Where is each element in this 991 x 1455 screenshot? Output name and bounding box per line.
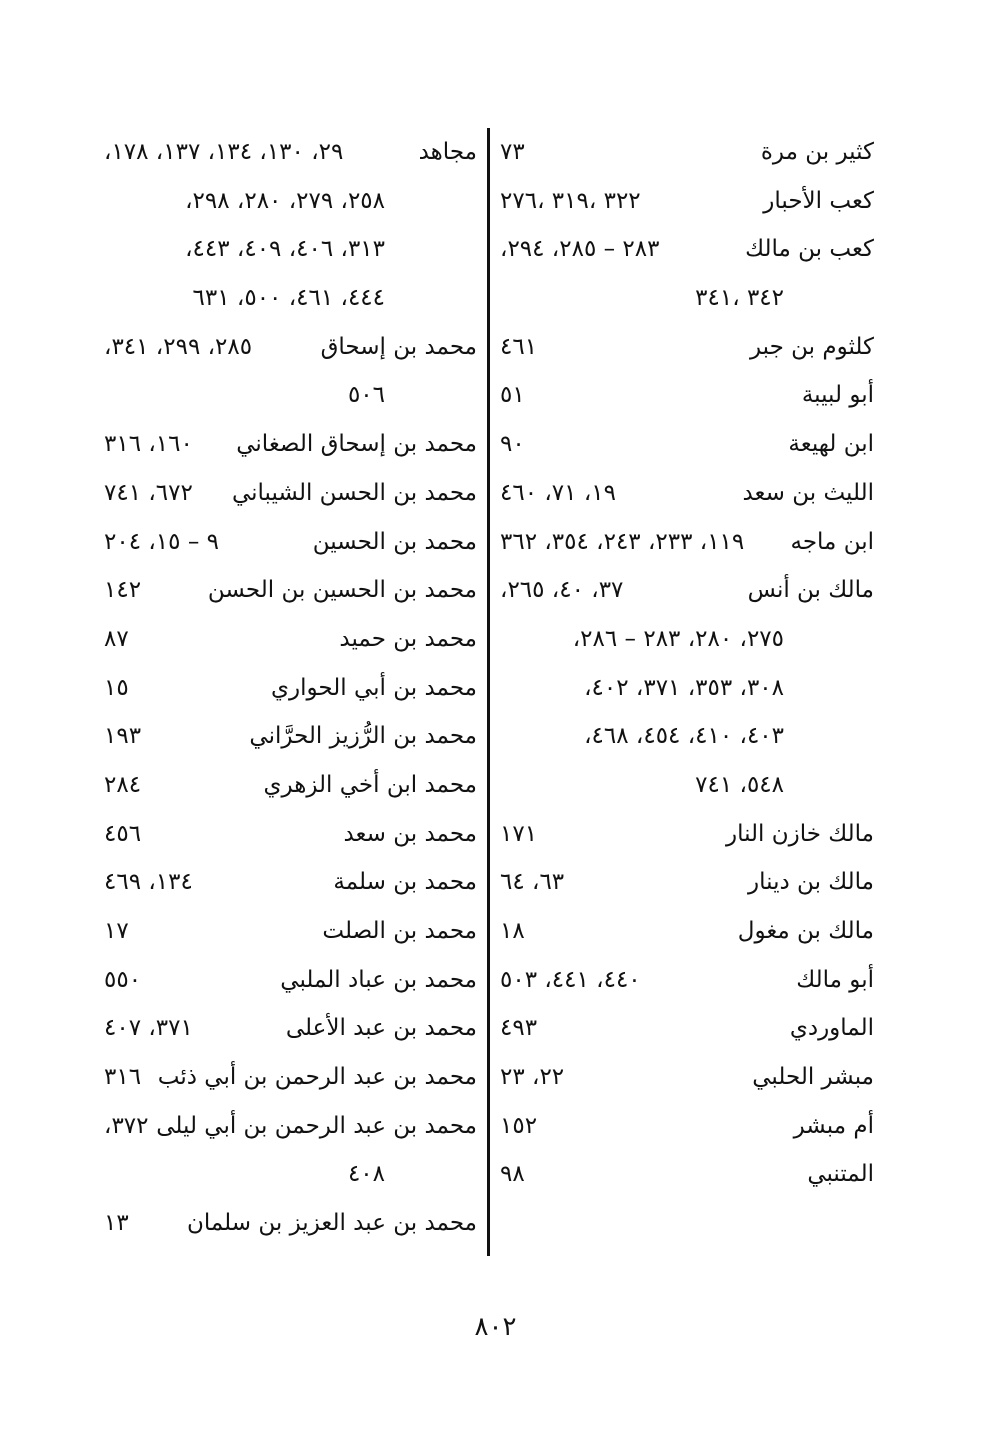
index-entry [496, 469, 880, 518]
entry-name: مالك بن أنس [747, 577, 874, 604]
entry-name: محمد بن حميد [339, 625, 477, 652]
entry-name: محمد بن الحسن الشيباني [231, 479, 477, 506]
entry-name: مجاهد [418, 139, 477, 165]
entry-pages: ٧٣ [500, 139, 525, 165]
entry-name: ابن ماجه [790, 528, 874, 555]
entry-pages: ١٧١ [500, 820, 538, 847]
entry-pages: ٣٠٨، ٣٥٣، ٣٧١، ٤٠٢، [584, 674, 784, 701]
entry-pages: ٣١٦ [104, 1064, 142, 1091]
entry-name: محمد بن إسحاق [320, 333, 477, 360]
entry-pages: ٦٣، ٦٤ [500, 869, 565, 896]
index-entry [100, 420, 483, 469]
index-entry [100, 128, 483, 177]
entry-name: الماوردي [789, 1015, 874, 1042]
entry-pages: ٤٤٤، ٤٦١، ٥٠٠، ٦٣١ [192, 285, 385, 312]
entry-name: مالك بن دينار [748, 869, 874, 896]
left-column [100, 128, 483, 1248]
entry-pages: ٥١ [500, 382, 525, 409]
page-number: ٨٠٢ [474, 1312, 517, 1342]
index-entry [100, 858, 483, 907]
entry-pages: ٤٩٣ [500, 1015, 538, 1042]
entry-pages: ١٩، ٧١، ٤٦٠ [500, 479, 616, 506]
entry-pages: ٣٧، ٤٠، ٢٦٥، [500, 577, 624, 604]
entry-pages: ٣٧١، ٤٠٧ [104, 1015, 193, 1042]
entry-pages: ١١٩، ٢٣٣، ٢٤٣، ٣٥٤، ٣٦٢ [500, 528, 745, 555]
index-entry [496, 274, 880, 323]
index-entry [496, 323, 880, 372]
entry-pages: ٤٦١ [500, 333, 538, 360]
entry-pages: ١٨ [500, 918, 525, 944]
index-entry [100, 761, 483, 810]
index-entry [100, 956, 483, 1005]
entry-pages: ٢٨٥، ٢٩٩، ٣٤١، [104, 333, 253, 360]
entry-pages: ٢٢، ٢٣ [500, 1064, 565, 1091]
entry-pages: ٤٠٨ [347, 1161, 385, 1188]
entry-pages: ١٦٠، ٣١٦ [104, 431, 193, 458]
entry-name: كثير بن مرة [760, 139, 874, 165]
entry-name: كعب بن مالك [745, 236, 874, 263]
entry-name: محمد بن عبد العزيز بن سلمان [186, 1210, 477, 1237]
entry-pages: ٢٨٣ – ٢٨٥، ٢٩٤، [500, 236, 660, 263]
index-entry [496, 810, 880, 859]
index-entry [100, 518, 483, 567]
entry-pages: ٥٤٨، ٧٤١ [695, 771, 784, 798]
entry-name: محمد بن الصلت [322, 918, 477, 944]
index-entry [100, 1199, 483, 1248]
entry-pages: ٨٧ [104, 625, 129, 652]
index-entry [100, 323, 483, 372]
index-entry [496, 128, 880, 177]
index-entry [496, 858, 880, 907]
entry-name: محمد ابن أخي الزهري [263, 771, 477, 798]
index-entry [100, 1102, 483, 1151]
entry-name: محمد بن الرُّزيز الحرَّاني [249, 723, 477, 750]
entry-name: مبشر الحلبي [752, 1064, 874, 1091]
index-entry [100, 615, 483, 664]
entry-pages: ٤٤٠، ٤٤١، ٥٠٣ [500, 966, 641, 993]
index-entry [100, 810, 483, 859]
entry-pages: ٤٠٣، ٤١٠، ٤٥٤، ٤٦٨، [584, 723, 784, 750]
entry-pages: ١٥٢ [500, 1112, 538, 1139]
entry-name: محمد بن الحسين [312, 528, 477, 555]
index-entry [100, 1053, 483, 1102]
entry-name: أم مبشر [793, 1112, 874, 1139]
entry-pages: ٣١٣، ٤٠٦، ٤٠٩، ٤٤٣، [185, 236, 385, 263]
index-entry [496, 664, 880, 713]
entry-pages: ٤٥٦ [104, 820, 142, 847]
entry-name: مالك بن مغول [737, 918, 874, 944]
index-entry [100, 225, 483, 274]
entry-name: محمد بن أبي الحواري [271, 674, 477, 701]
index-entry [496, 420, 880, 469]
entry-pages: ١٧ [104, 918, 129, 944]
entry-name: ابن لهيعة [788, 431, 874, 458]
entry-name: محمد بن عباد الملبي [280, 966, 477, 993]
entry-name: المتنبي [807, 1161, 874, 1188]
right-column [496, 128, 880, 1199]
entry-pages: ١٩٣ [104, 723, 142, 750]
entry-name: محمد بن الحسين بن الحسن [207, 577, 477, 604]
index-entry [100, 907, 483, 956]
entry-name: مالك خازن النار [725, 820, 874, 847]
index-entry [496, 1102, 880, 1151]
entry-pages: ٢٥٨، ٢٧٩، ٢٨٠، ٢٩٨، [185, 187, 385, 214]
entry-pages: ٣٤٢ ،٣٤١ [695, 285, 784, 312]
entry-name: كعب الأحبار [763, 187, 874, 214]
entry-name: محمد بن سعد [343, 820, 477, 847]
entry-pages: ٢٨٤ [104, 771, 142, 798]
index-entry [100, 1150, 483, 1199]
entry-pages: ٦٧٢، ٧٤١ [104, 479, 193, 506]
index-entry [100, 177, 483, 226]
index-entry [496, 1004, 880, 1053]
entry-name: أبو مالك [796, 966, 874, 993]
entry-pages: ٥٠٦ [347, 382, 385, 409]
index-entry [100, 469, 483, 518]
entry-pages: ٩٨ [500, 1161, 525, 1188]
entry-pages: ٩ – ١٥، ٢٠٤ [104, 528, 219, 555]
entry-name: محمد بن عبد الرحمن بن أبي ذئب [157, 1064, 477, 1091]
entry-pages: ٣٢٢ ،٣١٩ ،٢٧٦ [500, 187, 641, 214]
index-entry [100, 566, 483, 615]
entry-pages: ١٤٢ [104, 577, 142, 604]
entry-name: أبو لبيبة [801, 382, 874, 409]
index-entry [100, 371, 483, 420]
entry-pages: ٩٠ [500, 431, 525, 458]
entry-pages: ٣٧٢، [104, 1112, 149, 1139]
entry-name: محمد بن إسحاق الصغاني [236, 431, 477, 458]
entry-pages: ١٣٤، ٤٦٩ [104, 869, 193, 896]
index-entry [496, 761, 880, 810]
column-divider [487, 128, 490, 1256]
index-entry [100, 1004, 483, 1053]
entry-name: كلثوم بن جبر [749, 333, 874, 360]
index-entry [496, 712, 880, 761]
index-entry [496, 615, 880, 664]
index-entry [496, 225, 880, 274]
entry-pages: ١٥ [104, 674, 129, 701]
entry-name: محمد بن عبد الرحمن بن أبي ليلى [156, 1112, 477, 1139]
entry-pages: ٢٩، ١٣٠، ١٣٤، ١٣٧، ١٧٨، [104, 139, 344, 165]
entry-pages: ٥٥٠ [104, 966, 142, 993]
index-entry [100, 712, 483, 761]
entry-pages: ٢٧٥، ٢٨٠، ٢٨٣ – ٢٨٦، [572, 625, 784, 652]
index-entry [496, 518, 880, 567]
index-entry [100, 274, 483, 323]
index-entry [496, 371, 880, 420]
index-entry [496, 1053, 880, 1102]
index-entry [496, 907, 880, 956]
index-entry [496, 956, 880, 1005]
entry-pages: ١٣ [104, 1210, 129, 1237]
entry-name: محمد بن سلمة [333, 869, 477, 896]
index-entry [100, 664, 483, 713]
index-entry [496, 1150, 880, 1199]
entry-name: الليث بن سعد [742, 479, 874, 506]
index-entry [496, 566, 880, 615]
index-entry [496, 177, 880, 226]
entry-name: محمد بن عبد الأعلى [285, 1015, 477, 1042]
